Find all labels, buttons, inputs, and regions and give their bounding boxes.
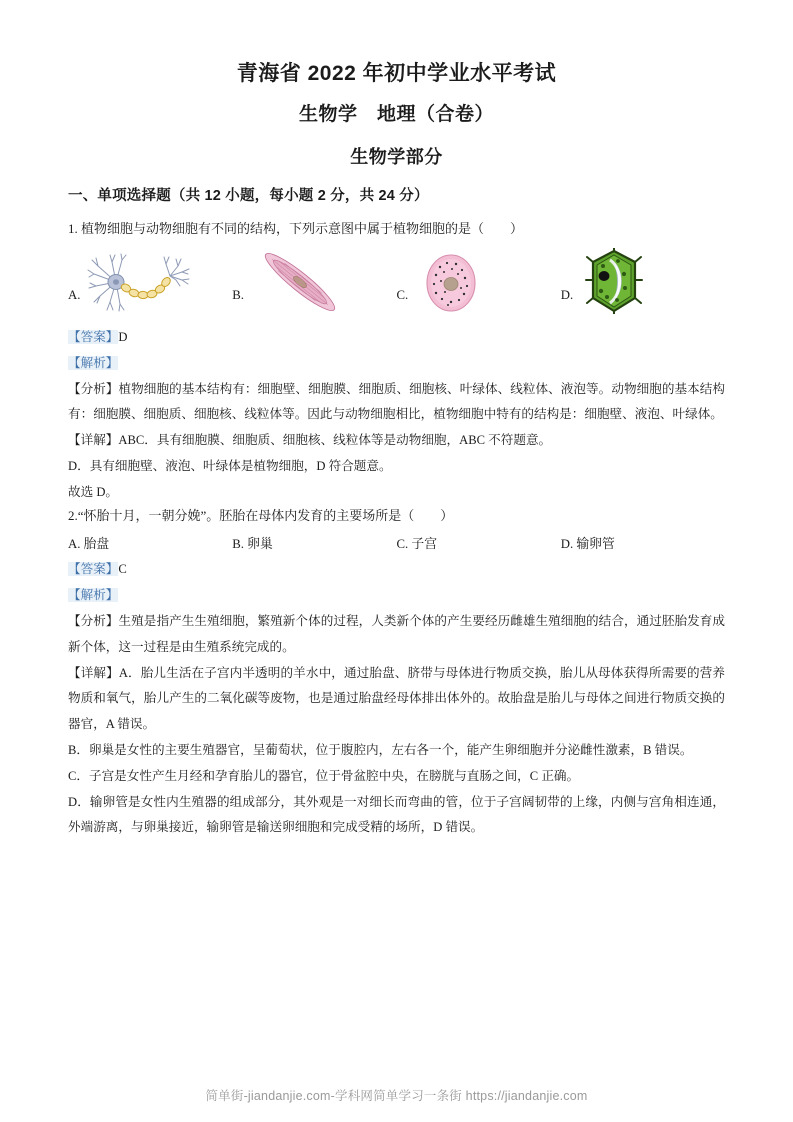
explanation-line [68, 351, 725, 377]
answer-label: 【答案】 [68, 329, 119, 344]
subject-section-title: 生物学部分 [350, 146, 443, 167]
question-stem: 2.“怀胎十月，一朝分娩”。胚胎在母体内发育的主要场所是（ ） [68, 507, 454, 523]
option-label-d: D. [560, 287, 574, 302]
option-label-b: B. [232, 287, 244, 302]
option-a[interactable]: A. 胎盘 [68, 536, 110, 551]
answer-label: 【答案】 [68, 562, 119, 577]
page-title: 青海省 2022 年初中学业水平考试 [236, 62, 557, 85]
page-subtitle: 生物学 地理（合卷） [298, 104, 494, 126]
document-header [0, 0, 793, 168]
detail-paragraph: B．卵巢是女性的主要生殖器官，呈葡萄状，位于腹腔内，左右各一个，能产生卵细胞并分泌雌性激素，B 错误。 [68, 743, 693, 758]
document-body [68, 184, 725, 842]
figure-option-b[interactable] [232, 245, 396, 319]
section-heading: 一、单项选择题（共 12 小题，每小题 2 分，共 24 分） [68, 187, 429, 204]
analysis-paragraph: 【分析】植物细胞的基本结构有：细胞壁、细胞膜、细胞质、细胞核、叶绿体、线粒体、液泡等。动物细胞的基本结构有：细胞膜、细胞质、细胞核、线粒体等。因此与动物细胞相比，植物细胞中特有的结构是：细胞壁、液泡、叶绿体。 [68, 381, 725, 422]
question-block-1 [68, 219, 725, 506]
detail-paragraph: D．输卵管是女性内生殖器的组成部分，其外观是一对细长而弯曲的管，位于子宫阔韧带的上缘，内侧与宫角相连通，外端游离，与卵巢接近，输卵管是输送卵细胞和完成受精的场所，D 错误。 [68, 794, 725, 835]
answer-value: D [118, 329, 128, 344]
figure-option-c[interactable] [397, 245, 561, 319]
option-label-a: A. [68, 287, 81, 302]
option-b[interactable]: B. 卵巢 [232, 536, 273, 551]
explanation-label: 【解析】 [68, 355, 119, 370]
explanation-line [68, 583, 725, 609]
plant-cell-figure [579, 248, 649, 319]
question-stem: 1. 植物细胞与动物细胞有不同的结构，下列示意图中属于植物细胞的是（ ） [68, 220, 524, 236]
footer-watermark: 简单街-jiandanjie.com-学科网简单学习一条街 https://jiandanjie.com [205, 1089, 588, 1103]
figure-option-a[interactable] [68, 245, 232, 319]
option-d[interactable]: D. 输卵管 [560, 536, 615, 551]
figure-option-d[interactable] [561, 245, 725, 319]
detail-paragraph: 【详解】ABC．具有细胞膜、细胞质、细胞核、线粒体等是动物细胞，ABC 不符题意。 [68, 433, 552, 448]
answer-value: C [118, 562, 127, 577]
detail-paragraph: 【详解】A．胎儿生活在子宫内半透明的羊水中，通过胎盘、脐带与母体进行物质交换，胎儿从母体获得所需要的营养物质和氧气，胎儿产生的二氧化碳等废物，也是通过胎盘经母体排出体外的。故胎盘是胎儿与母体之间进行物质交换的器官，A 错误。 [68, 665, 725, 732]
text-option-row [68, 532, 725, 558]
question-block-2 [68, 506, 725, 842]
answer-line [68, 325, 725, 351]
explanation-label: 【解析】 [68, 588, 119, 603]
answer-line [68, 557, 725, 583]
detail-paragraph: D．具有细胞壁、液泡、叶绿体是植物细胞，D 符合题意。 [68, 458, 392, 473]
animal-cell-figure [414, 252, 488, 319]
muscle-cell-figure [250, 250, 350, 319]
analysis-paragraph: 【分析】生殖是指产生生殖细胞，繁殖新个体的过程，人类新个体的产生要经历雌雄生殖细胞的结合，通过胚胎发育成新个体，这一过程是由生殖系统完成的。 [68, 613, 725, 654]
option-label-c: C. [396, 287, 409, 302]
option-c[interactable]: C. 子宫 [396, 536, 438, 551]
figure-option-row [68, 245, 725, 319]
neuron-cell-figure [86, 252, 194, 319]
conclusion-paragraph: 故选 D。 [68, 484, 119, 499]
detail-paragraph: C．子宫是女性产生月经和孕育胎儿的器官，位于骨盆腔中央，在膀胱与直肠之间，C 正确。 [68, 768, 580, 783]
